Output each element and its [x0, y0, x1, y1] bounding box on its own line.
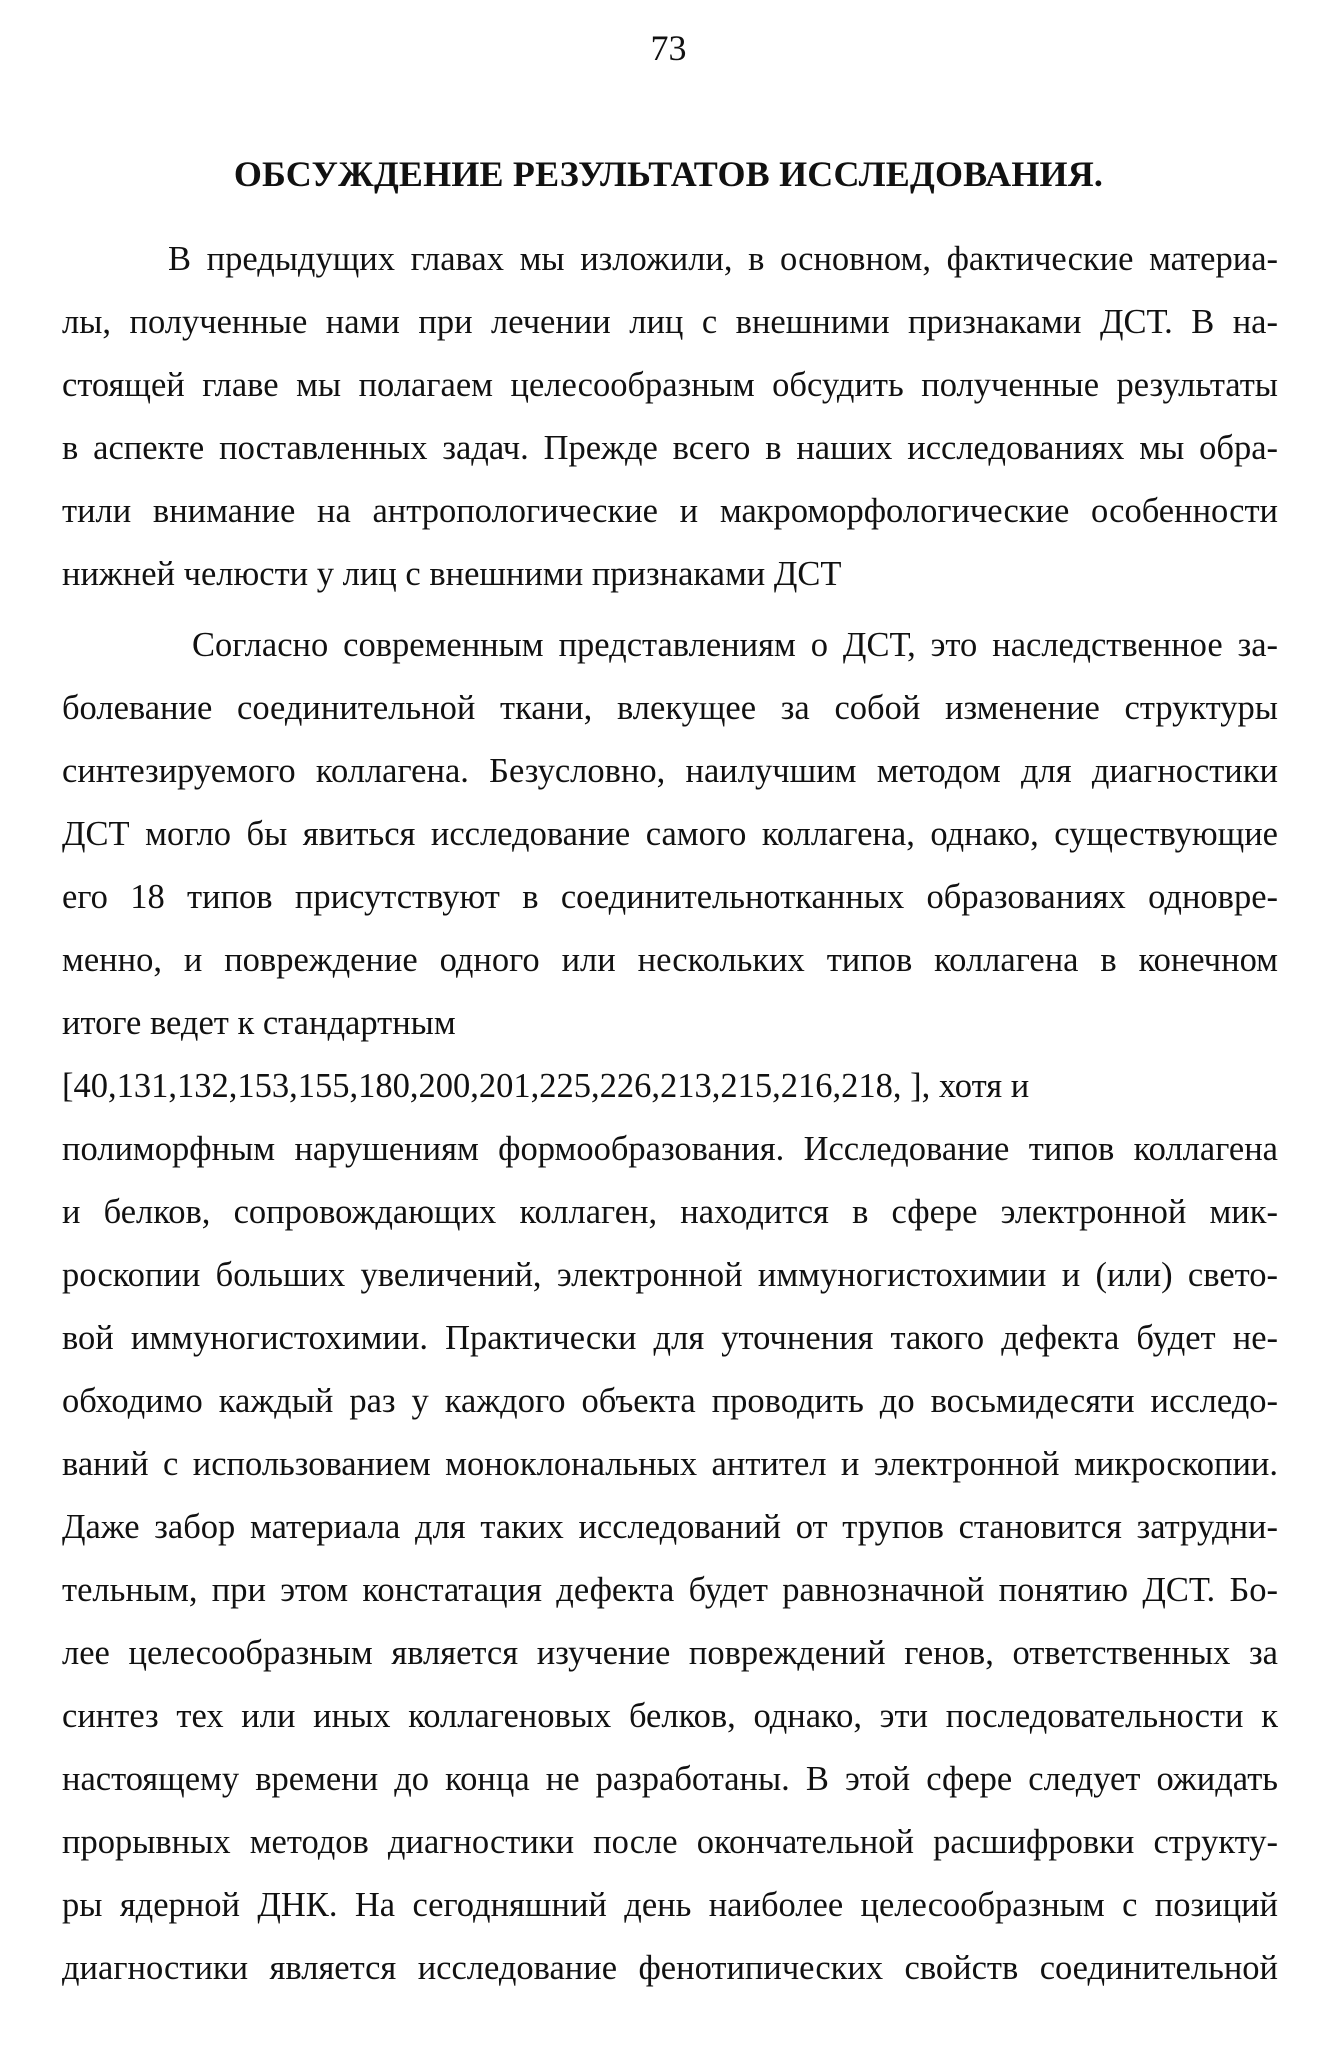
- text-line: в аспекте поставленных задач. Прежде всего в наших исследованиях мы обра-: [62, 429, 1278, 467]
- text-line: его 18 типов присутствуют в соединительнотканных образованиях одновре-: [62, 878, 1278, 916]
- text-line: ры ядерной ДНК. На сегодняшний день наиболее целесообразным с позиций: [62, 1886, 1278, 1924]
- text-line: настоящему времени до конца не разработаны. В этой сфере следует ожидать: [62, 1760, 1278, 1798]
- text-line: тили внимание на антропологические и макроморфологические особенности: [62, 492, 1278, 530]
- text-line: ваний с использованием моноклональных антител и электронной микроскопии.: [62, 1445, 1278, 1483]
- page-number: 73: [650, 28, 687, 68]
- paragraph-2: [62, 614, 1278, 2000]
- text-line: менно, и повреждение одного или нескольких типов коллагена в конечном: [62, 941, 1278, 979]
- reference-line: [40,131,132,153,155,180,200,201,225,226,213,215,216,218, ], хотя и: [62, 1067, 1030, 1105]
- text-line: обходимо каждый раз у каждого объекта проводить до восьмидесяти исследо-: [62, 1382, 1278, 1420]
- paragraph-1: [62, 228, 1278, 606]
- text-line: нижней челюсти у лиц с внешними признаками ДСТ: [62, 555, 842, 593]
- text-line: роскопии больших увеличений, электронной иммуногистохимии и (или) свето-: [62, 1256, 1278, 1294]
- text-line: синтезируемого коллагена. Безусловно, наилучшим методом для диагностики: [62, 752, 1278, 790]
- section-heading: ОБСУЖДЕНИЕ РЕЗУЛЬТАТОВ ИССЛЕДОВАНИЯ.: [233, 154, 1104, 194]
- text-line: прорывных методов диагностики после окончательной расшифровки структу-: [62, 1823, 1278, 1861]
- text-line: вой иммуногистохимии. Практически для уточнения такого дефекта будет не-: [62, 1319, 1278, 1357]
- text-line: Согласно современным представлениям о ДСТ, это наследственное за-: [192, 626, 1278, 664]
- text-line: и белков, сопровождающих коллаген, находится в сфере электронной мик-: [62, 1193, 1278, 1231]
- text-line: диагностики является исследование фенотипических свойств соединительной: [62, 1949, 1278, 1987]
- text-line: стоящей главе мы полагаем целесообразным обсудить полученные результаты: [62, 366, 1278, 404]
- text-line: лее целесообразным является изучение повреждений генов, ответственных за: [62, 1634, 1278, 1672]
- text-line: тельным, при этом констатация дефекта будет равнозначной понятию ДСТ. Бо-: [62, 1571, 1278, 1609]
- text-line: синтез тех или иных коллагеновых белков, однако, эти последовательности к: [62, 1697, 1278, 1735]
- text-line: Даже забор материала для таких исследований от трупов становится затрудни-: [62, 1508, 1278, 1546]
- text-line: лы, полученные нами при лечении лиц с внешними признаками ДСТ. В на-: [62, 303, 1278, 341]
- text-line: итоге ведет к стандартным: [62, 1004, 456, 1042]
- text-line: В предыдущих главах мы изложили, в основном, фактические материа-: [168, 240, 1278, 278]
- text-line: полиморфным нарушениям формообразования. Исследование типов коллагена: [62, 1130, 1278, 1168]
- text-line: болевание соединительной ткани, влекущее за собой изменение структуры: [62, 689, 1278, 727]
- text-line: ДСТ могло бы явиться исследование самого коллагена, однако, существующие: [62, 815, 1278, 853]
